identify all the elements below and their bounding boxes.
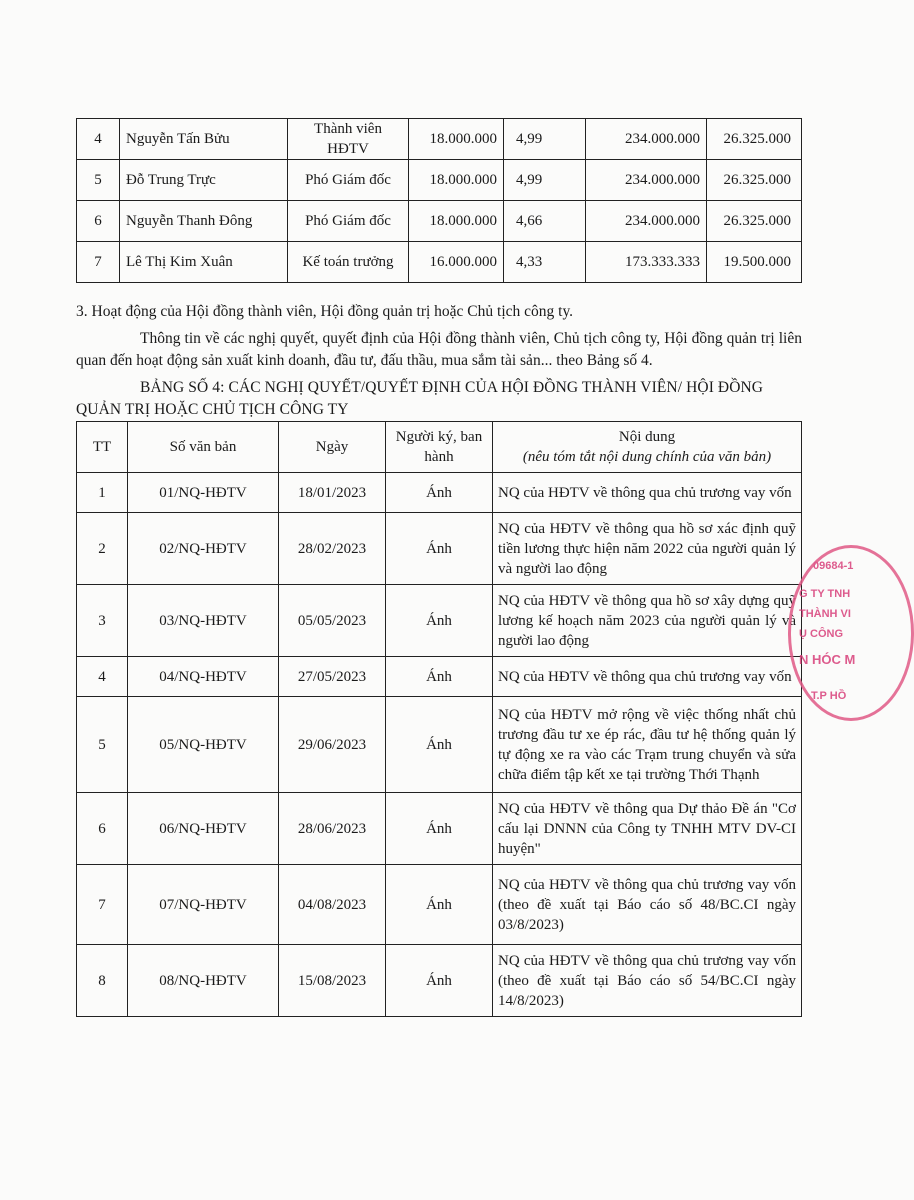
cell-name: Nguyễn Tấn Bửu bbox=[120, 119, 288, 160]
cell-content: NQ của HĐTV về thông qua chủ trương vay vốn bbox=[493, 473, 802, 513]
header-tt: TT bbox=[77, 422, 128, 473]
cell-date: 05/05/2023 bbox=[279, 585, 386, 657]
cell-total: 234.000.000 bbox=[586, 119, 707, 160]
cell-tt: 6 bbox=[77, 201, 120, 242]
header-date: Ngày bbox=[279, 422, 386, 473]
cell-date: 18/01/2023 bbox=[279, 473, 386, 513]
stamp-line: N HÓC M bbox=[799, 652, 856, 667]
cell-name: Đỗ Trung Trực bbox=[120, 160, 288, 201]
cell-tt: 8 bbox=[77, 945, 128, 1017]
header-signer-line-1: Người ký, ban bbox=[395, 429, 483, 445]
stamp-line: G TY TNH bbox=[799, 588, 851, 600]
cell-content: NQ của HĐTV về thông qua hồ sơ xây dựng quỹ lương kế hoạch năm 2023 của người quản lý và người lao động bbox=[493, 585, 802, 657]
cell-position bbox=[288, 201, 409, 242]
company-seal-stamp bbox=[788, 545, 914, 721]
cell-coefficient: 4,99 bbox=[504, 119, 586, 160]
cell-position bbox=[288, 119, 409, 160]
table-header-row bbox=[77, 422, 802, 473]
cell-name: Lê Thị Kim Xuân bbox=[120, 242, 288, 283]
cell-total: 234.000.000 bbox=[586, 201, 707, 242]
section-3-heading: 3. Hoạt động của Hội đồng thành viên, Hội đồng quản trị hoặc Chủ tịch công ty. bbox=[76, 303, 574, 320]
cell-bonus: 26.325.000 bbox=[707, 119, 802, 160]
cell-content: NQ của HĐTV về thông qua hồ sơ xác định quỹ tiền lương thực hiện năm 2022 của người quản lý và người lao động bbox=[493, 513, 802, 585]
intro-paragraph: Thông tin về các nghị quyết, quyết định của Hội đồng thành viên, Chủ tịch công ty, Hội đồng quản trị liên quan đến hoạt động sản xuất kinh doanh, đầu tư, đấu thầu, mua sắm tài sản... theo Bảng số 4. bbox=[76, 330, 802, 369]
cell-bonus: 19.500.000 bbox=[707, 242, 802, 283]
stamp-line: 09684-1 bbox=[813, 560, 854, 572]
cell-tt: 3 bbox=[77, 585, 128, 657]
position-line: Phó Giám đốc bbox=[305, 213, 391, 229]
position-line: Kế toán trưởng bbox=[302, 254, 394, 270]
header-signer bbox=[386, 422, 493, 473]
cell-date: 28/02/2023 bbox=[279, 513, 386, 585]
cell-position bbox=[288, 160, 409, 201]
header-content-subtitle: (nêu tóm tắt nội dung chính của văn bản) bbox=[522, 449, 772, 465]
cell-tt: 1 bbox=[77, 473, 128, 513]
cell-coefficient: 4,33 bbox=[504, 242, 586, 283]
cell-salary: 18.000.000 bbox=[409, 119, 504, 160]
cell-content: NQ của HĐTV về thông qua chủ trương vay vốn (theo đề xuất tại Báo cáo số 48/BC.CI ngày 03/8/2023) bbox=[493, 865, 802, 945]
table-row bbox=[77, 697, 802, 793]
cell-total: 173.333.333 bbox=[586, 242, 707, 283]
cell-date: 28/06/2023 bbox=[279, 793, 386, 865]
table-4-title: BẢNG SỐ 4: CÁC NGHỊ QUYẾT/QUYẾT ĐỊNH CỦA HỘI ĐỒNG THÀNH VIÊN/ HỘI ĐỒNG QUẢN TRỊ HOẶC CHỦ TỊCH CÔNG TY bbox=[76, 379, 764, 418]
cell-tt: 5 bbox=[77, 697, 128, 793]
table-row bbox=[77, 657, 802, 697]
cell-signer: Ánh bbox=[386, 945, 493, 1017]
stamp-line: THÀNH VI bbox=[799, 608, 851, 620]
cell-content: NQ của HĐTV về thông qua Dự thảo Đề án "Cơ cấu lại DNNN của Công ty TNHH MTV DV-CI huyện" bbox=[493, 793, 802, 865]
cell-signer: Ánh bbox=[386, 793, 493, 865]
cell-signer: Ánh bbox=[386, 585, 493, 657]
cell-position bbox=[288, 242, 409, 283]
cell-signer: Ánh bbox=[386, 865, 493, 945]
table-row bbox=[77, 473, 802, 513]
table-row bbox=[77, 793, 802, 865]
header-doc-no: Số văn bản bbox=[128, 422, 279, 473]
cell-tt: 6 bbox=[77, 793, 128, 865]
officer-salary-table bbox=[76, 118, 802, 283]
cell-coefficient: 4,66 bbox=[504, 201, 586, 242]
cell-tt: 2 bbox=[77, 513, 128, 585]
cell-doc-no: 06/NQ-HĐTV bbox=[128, 793, 279, 865]
stamp-line: T.P HỒ bbox=[811, 690, 847, 702]
resolutions-table bbox=[76, 421, 802, 1017]
cell-date: 15/08/2023 bbox=[279, 945, 386, 1017]
cell-name: Nguyễn Thanh Đông bbox=[120, 201, 288, 242]
cell-signer: Ánh bbox=[386, 513, 493, 585]
cell-doc-no: 08/NQ-HĐTV bbox=[128, 945, 279, 1017]
position-line: Phó Giám đốc bbox=[305, 172, 391, 188]
cell-signer: Ánh bbox=[386, 657, 493, 697]
cell-signer: Ánh bbox=[386, 697, 493, 793]
table-row bbox=[77, 242, 802, 283]
cell-content: NQ của HĐTV về thông qua chủ trương vay vốn bbox=[493, 657, 802, 697]
table-row bbox=[77, 865, 802, 945]
table-row bbox=[77, 160, 802, 201]
cell-tt: 7 bbox=[77, 242, 120, 283]
cell-doc-no: 01/NQ-HĐTV bbox=[128, 473, 279, 513]
cell-signer: Ánh bbox=[386, 473, 493, 513]
cell-doc-no: 05/NQ-HĐTV bbox=[128, 697, 279, 793]
position-line: Thành viên bbox=[314, 121, 382, 137]
table-row bbox=[77, 585, 802, 657]
header-content-title: Nội dung bbox=[618, 429, 676, 445]
cell-date: 04/08/2023 bbox=[279, 865, 386, 945]
table-row bbox=[77, 513, 802, 585]
cell-date: 27/05/2023 bbox=[279, 657, 386, 697]
cell-content: NQ của HĐTV về thông qua chủ trương vay vốn (theo đề xuất tại Báo cáo số 54/BC.CI ngày 14/8/2023) bbox=[493, 945, 802, 1017]
cell-doc-no: 07/NQ-HĐTV bbox=[128, 865, 279, 945]
cell-salary: 16.000.000 bbox=[409, 242, 504, 283]
cell-coefficient: 4,99 bbox=[504, 160, 586, 201]
cell-bonus: 26.325.000 bbox=[707, 201, 802, 242]
header-content bbox=[493, 422, 802, 473]
cell-doc-no: 04/NQ-HĐTV bbox=[128, 657, 279, 697]
cell-doc-no: 02/NQ-HĐTV bbox=[128, 513, 279, 585]
table-row bbox=[77, 945, 802, 1017]
cell-total: 234.000.000 bbox=[586, 160, 707, 201]
table-row bbox=[77, 119, 802, 160]
cell-content: NQ của HĐTV mở rộng về việc thống nhất chủ trương đầu tư xe ép rác, đầu tư hệ thống quản lý tự động xe ra vào các Trạm trung chuyển và sửa chữa điểm tập kết xe tại trường Thới Thạnh bbox=[493, 697, 802, 793]
position-line: HĐTV bbox=[327, 141, 369, 157]
header-signer-line-2: hành bbox=[424, 449, 454, 465]
stamp-line: Ụ CÔNG bbox=[799, 628, 843, 640]
cell-doc-no: 03/NQ-HĐTV bbox=[128, 585, 279, 657]
cell-bonus: 26.325.000 bbox=[707, 160, 802, 201]
cell-tt: 5 bbox=[77, 160, 120, 201]
table-row bbox=[77, 201, 802, 242]
cell-date: 29/06/2023 bbox=[279, 697, 386, 793]
cell-tt: 7 bbox=[77, 865, 128, 945]
cell-tt: 4 bbox=[77, 119, 120, 160]
cell-tt: 4 bbox=[77, 657, 128, 697]
cell-salary: 18.000.000 bbox=[409, 201, 504, 242]
cell-salary: 18.000.000 bbox=[409, 160, 504, 201]
